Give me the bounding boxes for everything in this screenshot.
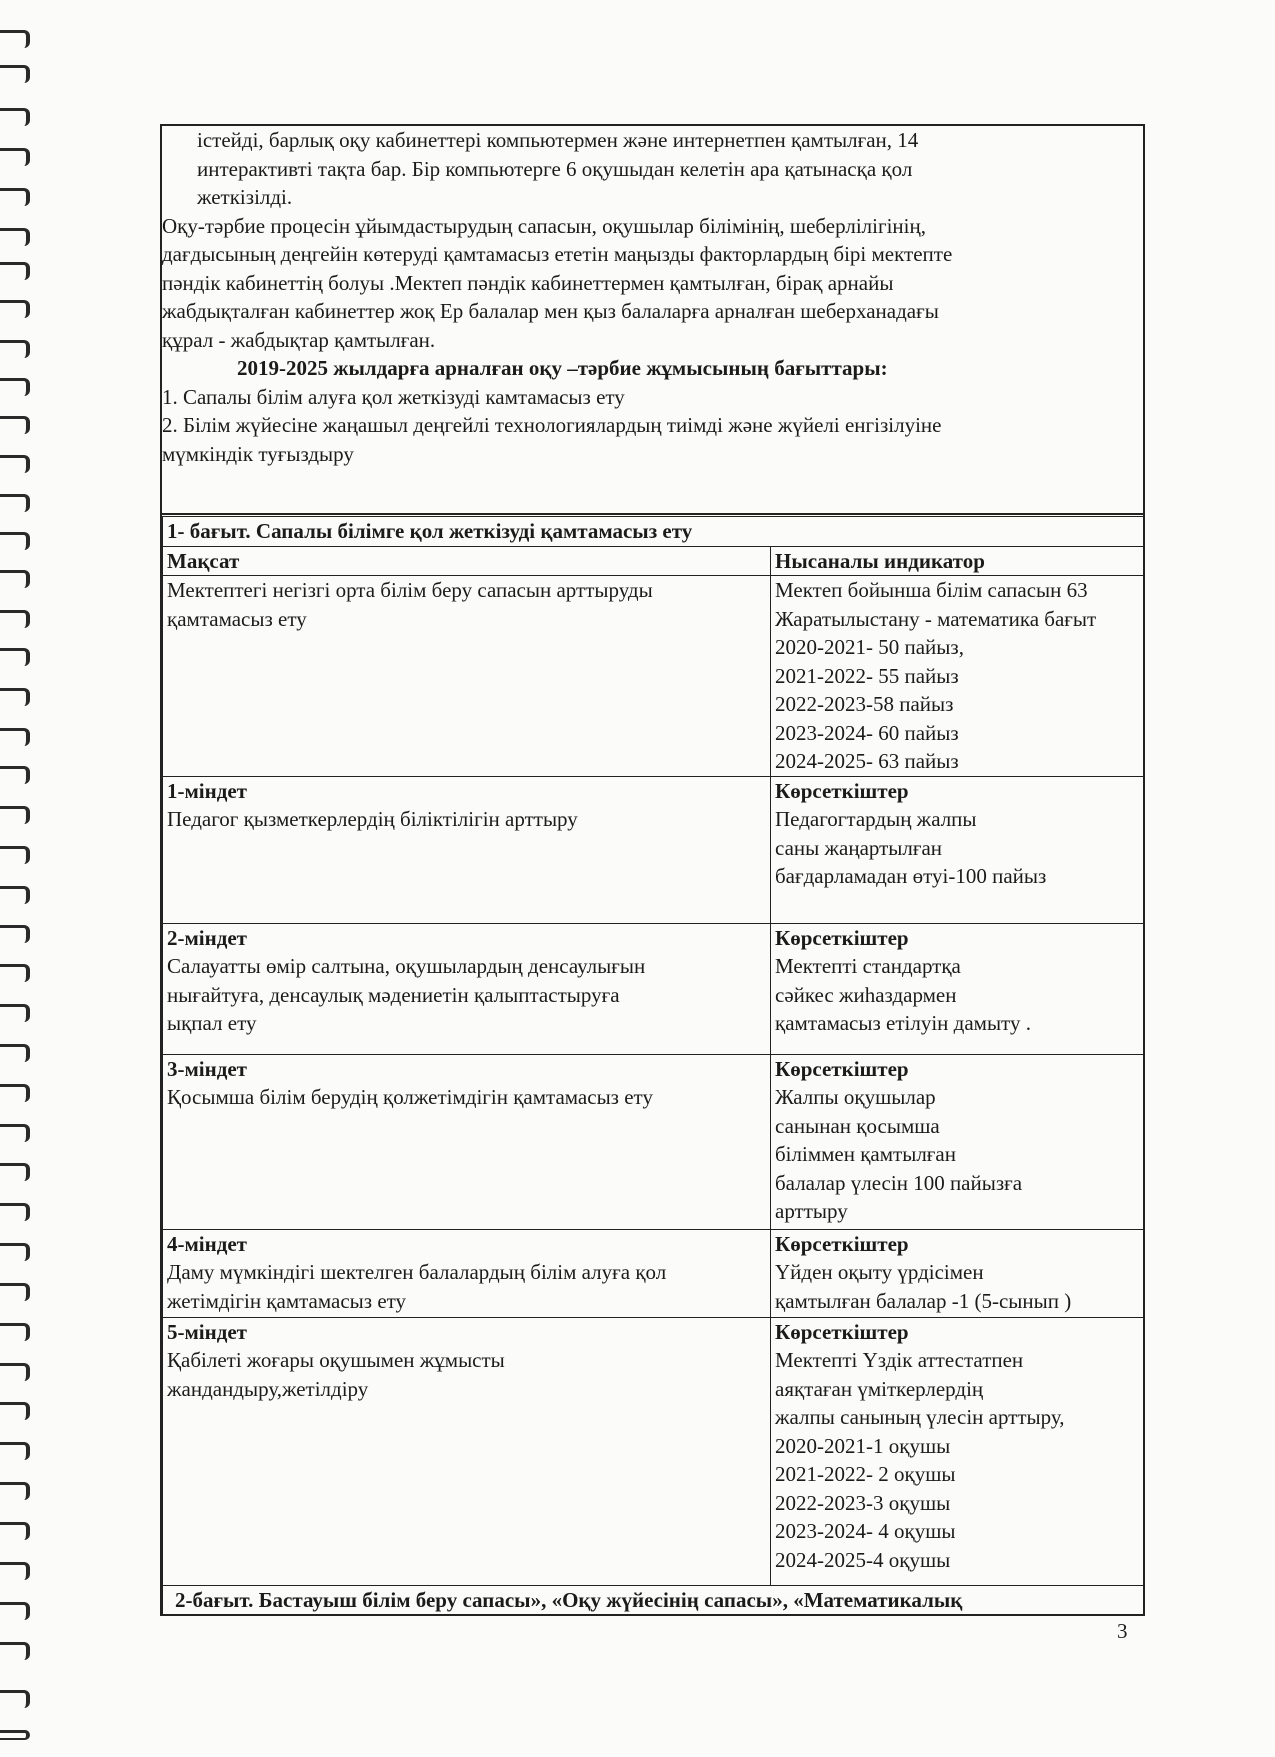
indicator-line: балалар үлесін 100 пайызға: [775, 1170, 1023, 1195]
indicator-line: 2024-2025-4 оқушы: [775, 1547, 951, 1572]
indicator-line: бағдарламадан өтуі-100 пайыз: [775, 864, 1047, 888]
indicator-line: 2023-2024- 60 пайыз: [775, 720, 959, 745]
goal-text: Мектептегі негізгі орта білім беру сапасын арттыруды: [167, 578, 653, 602]
indicator-line: Мектепті стандартқа: [775, 954, 961, 978]
direction-list-item: мүмкіндік туғыздыру: [162, 441, 354, 466]
intro-line: дағдысының деңгейін көтеруді қамтамасыз ететін маңызды факторлардың бірі мектепте: [162, 242, 953, 266]
indicator-line: санынан қосымша: [775, 1113, 940, 1138]
direction-2-title: 2-бағыт. Бастауыш білім беру сапасы», «Оқу жүйесінің сапасы», «Математикалық: [163, 1585, 1144, 1615]
indicator-header: Нысаналы индикатор: [771, 546, 1144, 576]
indicator-line: Мектепті Үздік аттестатпен: [775, 1348, 1024, 1372]
indicator-line: 2020-2021- 50 пайыз,: [775, 635, 964, 659]
indicators-title: Көрсеткіштер: [775, 1319, 909, 1344]
intro-section: [162, 126, 1143, 515]
indicator-line: аяқтаған үміткерлердің: [775, 1376, 984, 1401]
intro-line: құрал - жабдықтар қамтылған.: [162, 327, 436, 352]
task-title: 2-міндет: [167, 925, 247, 950]
task-2-cell: [163, 923, 771, 1054]
indicator-line: 2022-2023-3 оқушы: [775, 1490, 951, 1515]
indicator-line: Үйден оқыту үрдісімен: [775, 1260, 984, 1284]
directions-heading: 2019-2025 жылдарға арналған оқу –тәрбие жұмысының бағыттары:: [237, 356, 888, 380]
indicators-title: Көрсеткіштер: [775, 925, 909, 950]
indicator-line: 2023-2024- 4 оқушы: [775, 1519, 956, 1543]
task-text: Қабілеті жоғары оқушымен жұмысты: [167, 1348, 505, 1372]
intro-line: істейді, барлық оқу кабинеттері компьютермен және интернетпен қамтылған, 14: [197, 128, 919, 152]
plan-table: [162, 516, 1144, 1615]
spiral-binding: [0, 0, 40, 1757]
indicator-line: Педагогтардың жалпы: [775, 807, 977, 831]
task-text: Педагог қызметкерлердің біліктілігін арттыру: [167, 807, 578, 831]
task-text: Қосымша білім берудің қолжетімдігін қамтамасыз ету: [167, 1085, 653, 1109]
task-2-indicators: [771, 923, 1144, 1054]
task-4-indicators: [771, 1229, 1144, 1317]
indicator-line: 2024-2025- 63 пайыз: [775, 749, 959, 773]
task-text: Салауатты өмір салтына, оқушылардың денсаулығын: [167, 954, 646, 978]
task-title: 5-міндет: [167, 1319, 247, 1344]
task-text: Даму мүмкіндігі шектелген балалардың білім алуға қол: [167, 1260, 667, 1284]
intro-line: интерактивті тақта бар. Бір компьютерге 6 оқушыдан келетін ара қатынасқа қол: [197, 156, 913, 181]
indicator-line: саны жаңартылған: [775, 835, 943, 860]
task-title: 3-міндет: [167, 1056, 247, 1081]
direction-1-title: 1- бағыт. Сапалы білімге қол жеткізуді қамтамасыз ету: [163, 517, 1144, 547]
task-text: жетімдігін қамтамасыз ету: [167, 1288, 407, 1313]
intro-line: Оқу-тәрбие процесін ұйымдастырудың сапасын, оқушылар білімінің, шеберлілігінің,: [162, 213, 926, 238]
indicators-title: Көрсеткіштер: [775, 1231, 909, 1256]
indicator-line: біліммен қамтылған: [775, 1142, 956, 1166]
task-5-cell: [163, 1317, 771, 1585]
indicator-line: жалпы санының үлесін арттыру,: [775, 1405, 1065, 1429]
task-1-indicators: [771, 776, 1144, 923]
task-1-cell: [163, 776, 771, 923]
task-3-indicators: [771, 1054, 1144, 1229]
direction-list-item: 1. Сапалы білім алуға қол жеткізуді камтамасыз ету: [162, 384, 625, 409]
page-frame: [160, 124, 1145, 1616]
indicator-line: 2022-2023-58 пайыз: [775, 692, 954, 716]
goal-text: қамтамасыз ету: [167, 606, 307, 631]
indicators-title: Көрсеткіштер: [775, 1056, 909, 1081]
task-5-indicators: [771, 1317, 1144, 1585]
indicator-line: арттыру: [775, 1199, 848, 1223]
indicator-line: 2020-2021-1 оқушы: [775, 1433, 951, 1458]
direction-list-item: 2. Білім жүйесіне жаңашыл деңгейлі технологиялардың тиімді және жүйелі енгізілуіне: [162, 413, 942, 437]
task-title: 4-міндет: [167, 1231, 247, 1256]
indicator-line: Жалпы оқушылар: [775, 1085, 936, 1109]
indicator-line: сәйкес жиһаздармен: [775, 982, 957, 1007]
indicator-line: 2021-2022- 55 пайыз: [775, 663, 959, 688]
indicator-line: 2021-2022- 2 оқушы: [775, 1462, 956, 1486]
intro-line: жабдықталған кабинеттер жоқ Ер балалар мен қыз балаларға арналған шеберханадағы: [162, 299, 939, 323]
indicator-line: Мектеп бойынша білім сапасын 63: [775, 578, 1088, 602]
page-number: 3: [1117, 1619, 1128, 1643]
indicator-line: қамтамасыз етілуін дамыту .: [775, 1011, 1031, 1035]
indicator-line: Жаратылыстану - математика бағыт: [775, 606, 1097, 631]
goal-header: Мақсат: [163, 546, 771, 576]
task-text: ықпал ету: [167, 1011, 257, 1035]
intro-line: жеткізілді.: [197, 185, 293, 209]
goal-cell: [163, 576, 771, 777]
intro-line: пәндік кабинеттің болуы .Мектеп пәндік кабинеттермен қамтылған, бірақ арнайы: [162, 270, 894, 295]
indicators-title: Көрсеткіштер: [775, 778, 909, 803]
indicator-line: қамтылған балалар -1 (5-сынып ): [775, 1288, 1072, 1313]
task-text: нығайтуға, денсаулық мәдениетін қалыптастыруға: [167, 982, 620, 1007]
task-title: 1-міндет: [167, 778, 247, 803]
task-4-cell: [163, 1229, 771, 1317]
goal-indicator-cell: [771, 576, 1144, 777]
task-3-cell: [163, 1054, 771, 1229]
task-text: жандандыру,жетілдіру: [167, 1376, 369, 1401]
